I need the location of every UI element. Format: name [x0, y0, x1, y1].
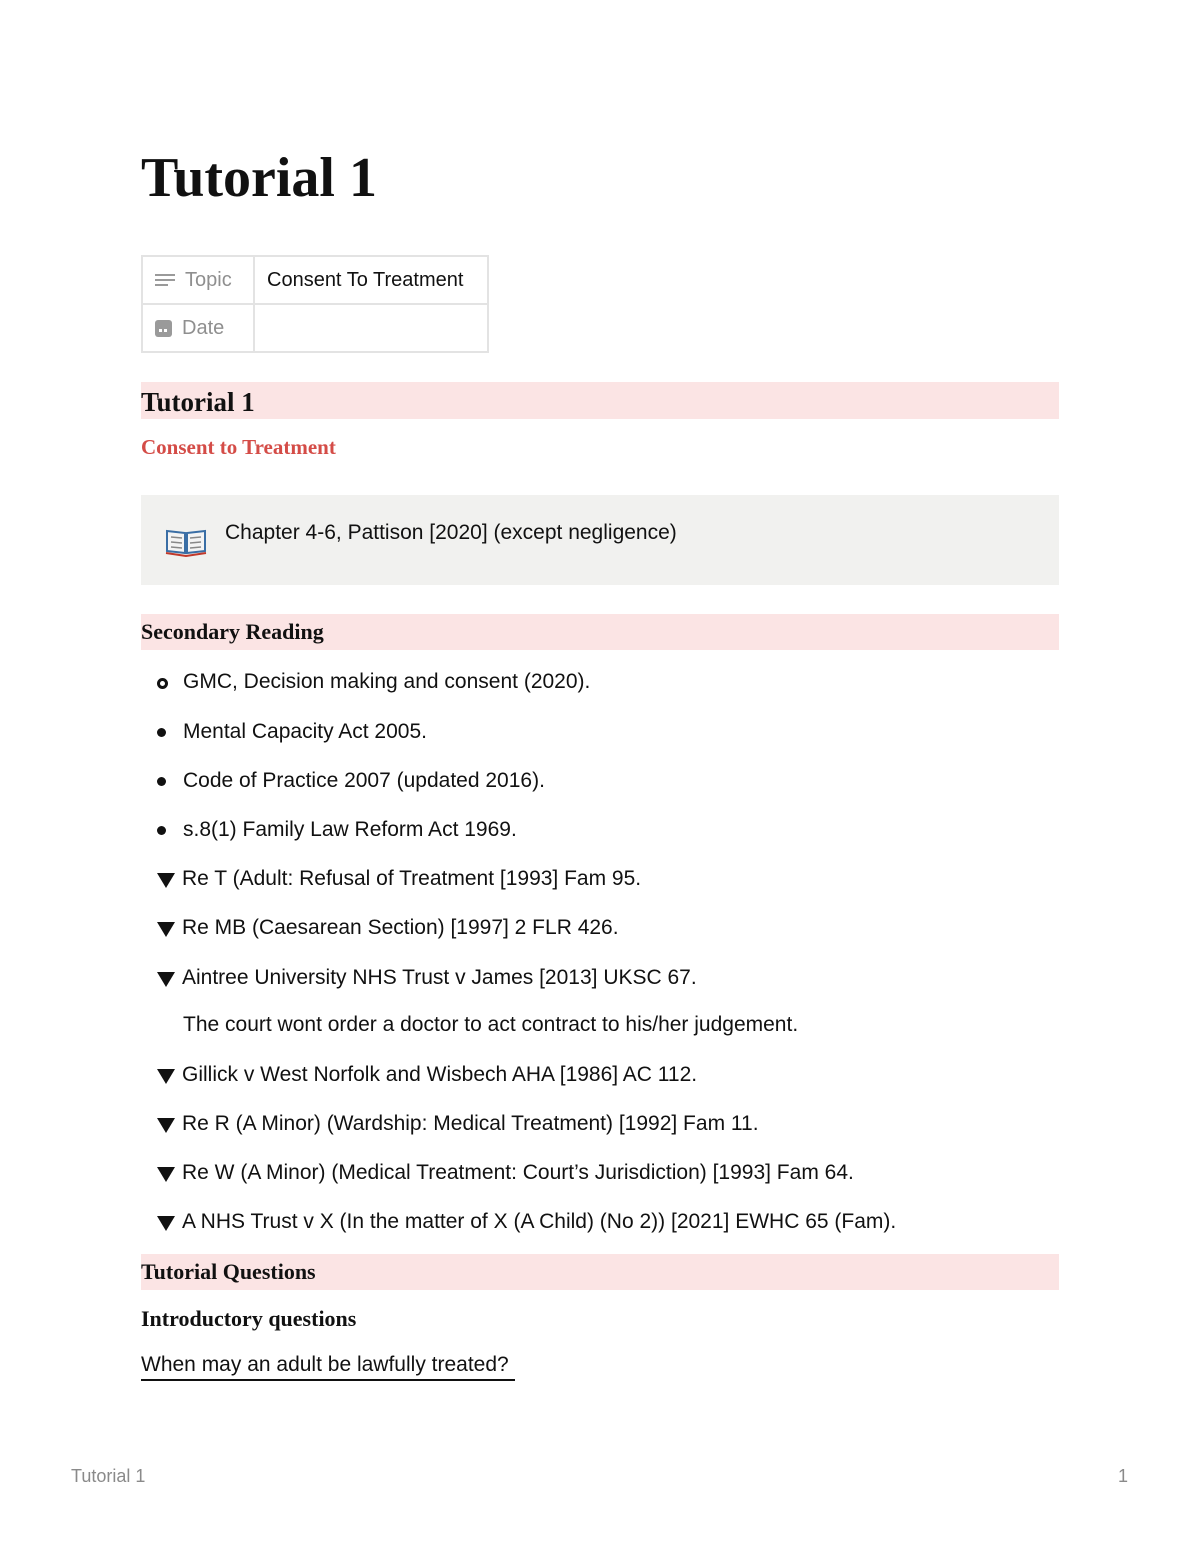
property-key-topic: Topic: [185, 268, 232, 291]
question-text: When may an adult be lawfully treated?: [141, 1353, 515, 1381]
property-row-topic: [142, 256, 488, 304]
toggle-note: The court wont order a doctor to act contract to his/her judgement.: [183, 1013, 799, 1036]
property-key-cell: [142, 304, 254, 352]
property-value-topic[interactable]: Consent To Treatment: [254, 256, 488, 304]
text-lines-icon: [155, 273, 175, 287]
calendar-icon: [155, 320, 172, 337]
properties-table: [141, 255, 489, 353]
introductory-questions-heading: Introductory questions: [141, 1306, 357, 1331]
property-key-date: Date: [182, 316, 225, 339]
section-heading: Tutorial 1: [141, 382, 1059, 419]
secondary-reading-heading: Secondary Reading: [141, 614, 1059, 650]
bullet-icon: [157, 826, 166, 835]
hollow-bullet-icon: [157, 678, 168, 689]
property-row-date: [142, 304, 488, 352]
bullet-icon: [157, 777, 166, 786]
footer-title: Tutorial 1: [71, 1466, 146, 1486]
toggle-triangle-icon[interactable]: [157, 922, 175, 937]
bullet-icon: [157, 728, 166, 737]
tutorial-questions-heading: Tutorial Questions: [141, 1254, 1059, 1290]
open-book-icon: [165, 527, 207, 557]
toggle-triangle-icon[interactable]: [157, 873, 175, 888]
callout-text: Chapter 4-6, Pattison [2020] (except negligence): [225, 521, 677, 544]
toggle-triangle-icon[interactable]: [157, 972, 175, 987]
toggle-triangle-icon[interactable]: [157, 1216, 175, 1231]
toggle-triangle-icon[interactable]: [157, 1069, 175, 1084]
toggle-triangle-icon[interactable]: [157, 1167, 175, 1182]
page-title: Tutorial 1: [141, 147, 377, 209]
subtitle: Consent to Treatment: [141, 435, 336, 459]
property-value-date[interactable]: [254, 304, 488, 352]
toggle-triangle-icon[interactable]: [157, 1118, 175, 1133]
page-number: 1: [1118, 1466, 1129, 1486]
property-key-cell: [142, 256, 254, 304]
callout: [141, 495, 1059, 585]
